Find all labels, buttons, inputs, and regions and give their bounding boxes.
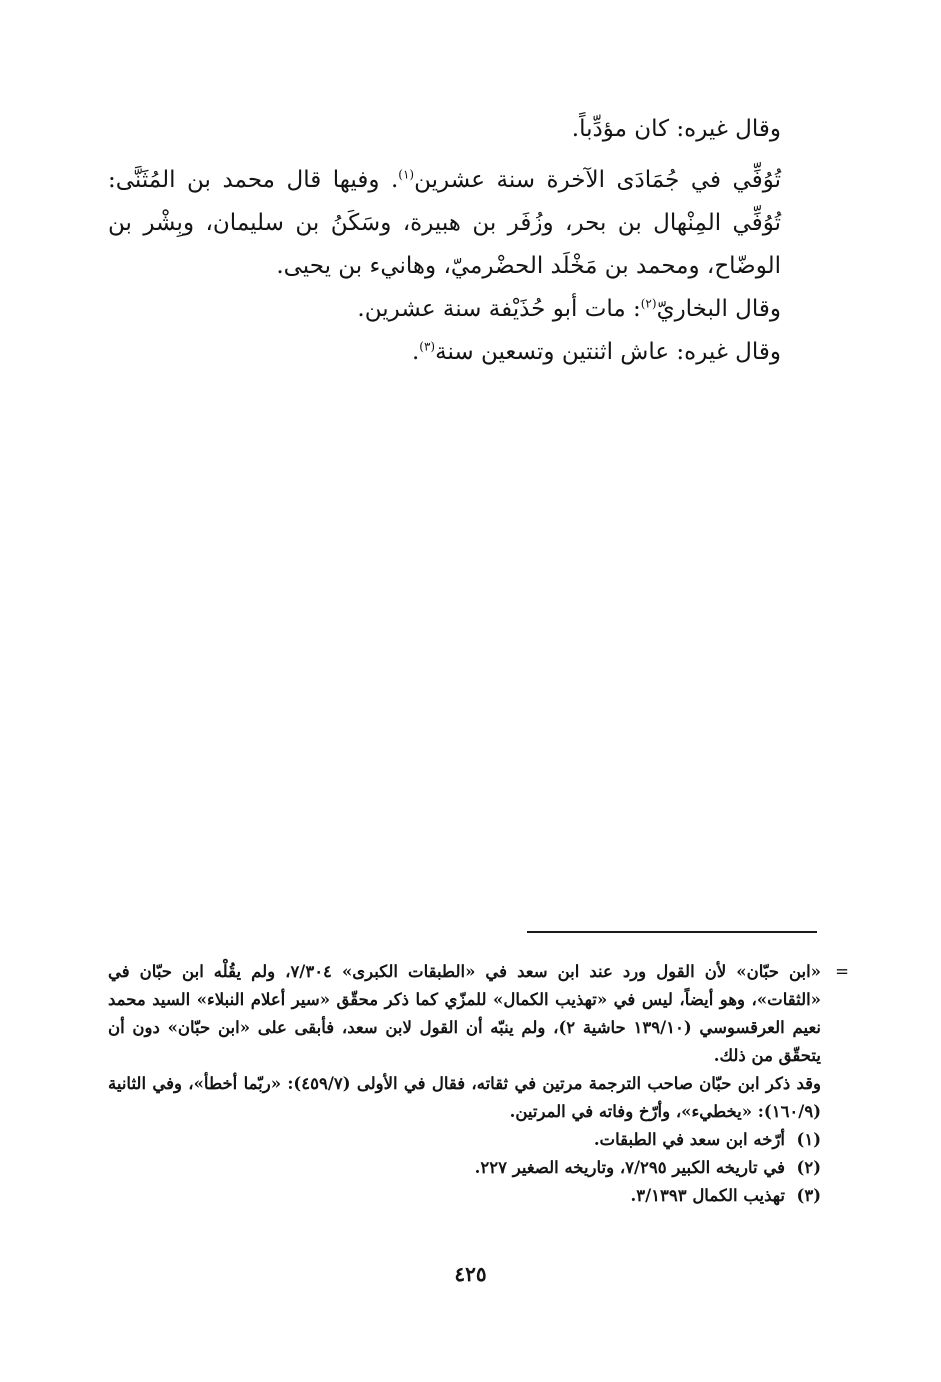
footnote-2 [108, 1154, 833, 1182]
footnote-continuation-paragraph-1: «ابن حبّان» لأن القول ورد عند ابن سعد في «الطبقات الكبرى» ٧/٣٠٤، ولم يقُلْه ابن حبّان في «الثقات»، وهو أيضاً، ليس في «تهذيب الكمال» للمزّي كما ذكر محقّق «سير أعلام النبلاء» السيد محمد نعيم العرقسوسي (١٣٩/١٠ حاشية ٢)، ولم ينبّه أن القول لابن سعد، فأبقى على «ابن حبّان» دون أن يتحقّق من ذلك. [108, 962, 821, 1065]
footnote-1 [108, 1126, 833, 1154]
main-paragraph-4-text-a: وقال غيره: عاش اثنتين وتسعين سنة [435, 339, 781, 365]
main-paragraph-3 [108, 288, 833, 331]
main-paragraph-3-text-a: وقال البخاريّ [656, 296, 781, 322]
main-paragraph-1-text: وقال غيره: كان مؤدِّباً. [571, 116, 781, 142]
footnote-text: أرّخه ابن سعد في الطبقات. [593, 1130, 785, 1149]
footnote-text: في تاريخه الكبير ٧/٢٩٥، وتاريخه الصغير ٢٢٧. [474, 1158, 785, 1177]
footnote-number: (١) [796, 1130, 821, 1149]
footnotes [108, 958, 849, 1210]
main-paragraph-2 [108, 159, 833, 288]
footnote-number: (٢) [796, 1158, 821, 1177]
main-paragraph-1 [108, 108, 833, 151]
footnote-continuation-paragraph-2: وقد ذكر ابن حبّان صاحب الترجمة مرتين في ثقاته، فقال في الأولى (٤٥٩/٧): «ربّما أخطأ»، وفي الثانية (١٦٠/٩): «يخطيء»، وأرّخ وفاته في المرتين. [108, 1074, 821, 1121]
footnote-3 [108, 1182, 833, 1210]
continuation-mark: = [835, 962, 849, 981]
page-number: ٤٢٥ [454, 1262, 487, 1286]
footnote-text: تهذيب الكمال ٣/١٣٩٣. [630, 1186, 785, 1205]
main-paragraph-2-text-a: تُوُفِّي في جُمَادَى الآخرة سنة عشرين [414, 167, 781, 193]
main-paragraph-2-text-b: . وفيها قال محمد بن المُثَنَّى: تُوُفِّي المِنْهال بن بحر، وزُفَر بن هبيرة، وسَكَنُ بن سليمان، وبِشْر بن الوضّاح، ومحمد بن مَخْلَد الحضْرميّ، وهانيء بن يحيى. [108, 167, 781, 279]
main-paragraph-3-text-b: : مات أبو حُذَيْفة سنة عشرين. [357, 296, 641, 322]
footnote-continuation [108, 958, 849, 1126]
main-text [108, 108, 833, 374]
footnote-ref-1[interactable]: (١) [398, 167, 415, 182]
footnote-number: (٣) [796, 1186, 821, 1205]
footnote-ref-2[interactable]: (٢) [640, 296, 657, 311]
main-paragraph-4-text-b: . [411, 339, 420, 365]
footnote-ref-3[interactable]: (٣) [419, 339, 436, 354]
main-paragraph-4 [108, 331, 833, 374]
footnote-separator [527, 931, 817, 933]
